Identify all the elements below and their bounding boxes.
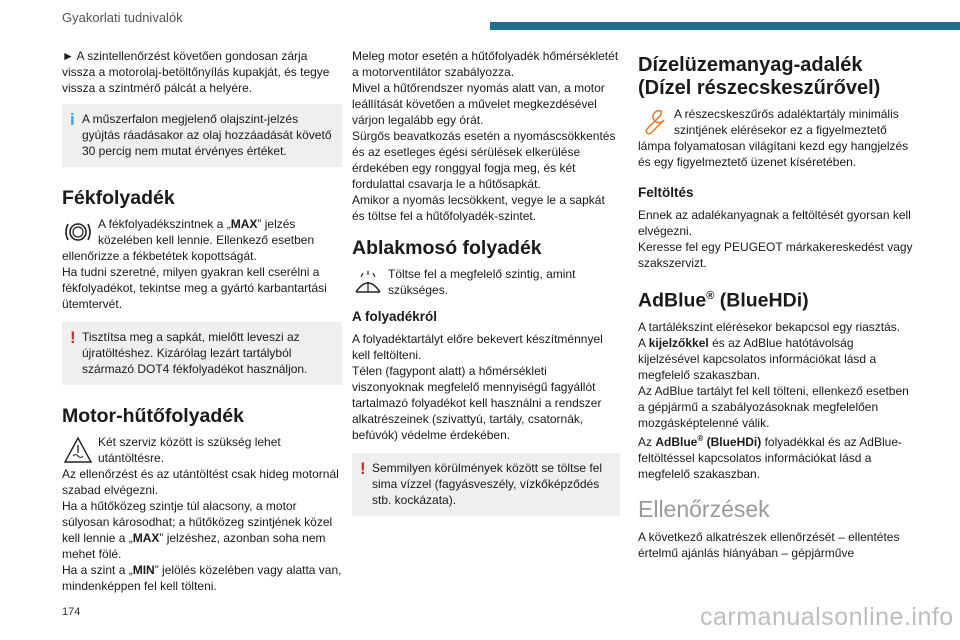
washer-section <box>352 266 620 298</box>
coolant-section <box>62 434 342 594</box>
coolant-text-3: Ha a hűtőközeg szintje túl alacsony, a motor súlyosan károsodhat; a hűtőközeg szintjének közel kell lennie a „MAX” jelzéshez, azonban soha nem mehet fölé. <box>62 499 333 561</box>
fluid-spec-heading: A folyadékról <box>352 309 438 324</box>
header-accent-bar <box>490 22 960 30</box>
info-box-text: A műszerfalon megjelenő olajszint-jelzés gyújtás ráadásakor az olaj hozzáadását követő 30 percig nem mutat érvényes értéket. <box>82 112 332 158</box>
refill-heading: Feltöltés <box>638 185 694 200</box>
washer-fluid-heading: Ablakmosó folyadék <box>352 237 542 259</box>
page-header <box>0 0 960 40</box>
hot-engine-text-2: Mivel a hűtőrendszer nyomás alatt van, a motor leállítását követően a művelet megkezdésével várjon legalább egy órát. <box>352 81 605 127</box>
fluid-spec-text-1: A folyadéktartályt előre bekevert készítménnyel kell feltölteni. <box>352 332 603 362</box>
column-2 <box>352 48 620 516</box>
refill-text-2: Keresse fel egy PEUGEOT márkakereskedést vagy szakszervizt. <box>638 240 913 270</box>
warning-icon: ! <box>70 328 76 347</box>
checks-text: A következő alkatrészek ellenőrzését – ellentétes értelmű ajánlás hiányában – gépjárműve <box>638 529 900 560</box>
coolant-text-1: Két szerviz között is szükség lehet utántöltésre. <box>98 435 281 465</box>
refill-text-1: Ennek az adalékanyagnak a feltöltését gyorsan kell elvégezni. <box>638 208 911 238</box>
checks-heading: Ellenőrzések <box>638 495 770 522</box>
adblue-text-2: A kijelzőkkel és az AdBlue hatótávolság kijelzésével kapcsolatos információkat lásd a megfelelő szakaszban. <box>638 335 877 382</box>
coolant-text-4: Ha a szint a „MIN” jelölés közelében vagy alatta van, mindenképpen fel kell tölteni. <box>62 563 342 593</box>
diesel-additive-heading: Dízelüzemanyag-adalék (Dízel részecskeszűrővel) <box>638 54 881 99</box>
adblue-heading: AdBlue® (BlueHDi) <box>638 289 809 312</box>
adblue-text-4: Az AdBlue® (BlueHDi) folyadékkal és az AdBlue-feltöltéssel kapcsolatos információkat lásd a megfelelő szakaszban. <box>638 433 902 481</box>
washer-text: Töltse fel a megfelelő szintig, amint szükséges. <box>388 267 576 297</box>
watermark: carmanualsonline.info <box>700 603 954 631</box>
washer-fluid-icon <box>352 267 384 297</box>
brake-fluid-interval-text: Ha tudni szeretné, milyen gyakran kell cserélni a fékfolyadékot, tekintse meg a gyártó karbantartási ütemtervét. <box>62 265 327 311</box>
warning-box-brake <box>62 322 342 385</box>
fluid-spec-text-2: Télen (fagypont alatt) a hőmérsékleti viszonyoknak megfelelő mennyiségű fagyállót tartalmazó folyadékot kell használni a rendszer alkatrészeinek (szivattyú, tartály, csatornák, befúvók) védelme érdekében. <box>352 364 602 442</box>
warning-box-text: Tisztítsa meg a sapkát, mielőtt leveszi az újratöltéshez. Kizárólag lezárt tartályból származó DOT4 fékfolyadékot használjon. <box>82 330 308 376</box>
brake-fluid-section <box>62 216 342 312</box>
info-icon: i <box>70 110 75 129</box>
wrench-icon <box>638 107 670 137</box>
coolant-warning-icon <box>62 435 94 465</box>
warning-box-washer <box>352 453 620 516</box>
diesel-section <box>638 106 916 170</box>
adblue-text-1: A tartálékszint elérésekor bekapcsol egy riasztás. <box>638 319 901 334</box>
adblue-text-3: Az AdBlue tartályt fel kell tölteni, ellenkező esetben a gépjármű a szabályozásoknak megfelelően mozgásképtelenné válik. <box>638 383 909 430</box>
diesel-additive-text: A részecskeszűrős adaléktartály minimális szintjének elérésekor ez a figyelmeztető lámpa folyamatosan világítani kezd egy hangjelzés és egy figyelmeztető üzenet kíséretében. <box>638 107 909 169</box>
hot-engine-text-3: Sürgős beavatkozás esetén a nyomáscsökkentés és az esetleges égési sérülések elkerülése érdekében egy ronggyal fogja meg, és két fordulattal csavarja le a hűtősapkát. <box>352 129 616 191</box>
hot-engine-text-1: Meleg motor esetén a hűtőfolyadék hőmérsékletét a motorventilátor szabályozza. <box>352 49 619 79</box>
warning-icon: ! <box>360 459 366 478</box>
oil-closing-paragraph: ► A szintellenőrzést követően gondosan zárja vissza a motorolaj-betöltőnyílás kupakját, és tegye vissza a szintmérő pálcát a helyére. <box>62 49 330 95</box>
hot-engine-text-4: Amikor a nyomás lecsökkent, vegye le a sapkát és töltse fel a hűtőfolyadék-szintet. <box>352 193 605 223</box>
coolant-heading: Motor-hűtőfolyadék <box>62 405 244 427</box>
brake-fluid-heading: Fékfolyadék <box>62 187 175 209</box>
brake-fluid-icon <box>62 217 94 247</box>
coolant-text-2: Az ellenőrzést és az utántöltést csak hideg motornál szabad elvégezni. <box>62 467 339 497</box>
column-1 <box>62 48 342 594</box>
header-title: Gyakorlati tudnivalók <box>62 10 183 25</box>
column-3 <box>638 48 916 561</box>
page-number: 174 <box>62 606 81 618</box>
info-box-oil-gauge <box>62 104 342 167</box>
warning-box-text: Semmilyen körülmények között se töltse fel sima vízzel (fagyásveszély, vízkőképződés stb. kockázata). <box>372 461 603 507</box>
brake-fluid-level-text: A fékfolyadékszintnek a „MAX” jelzés közelében kell lennie. Ellenkező esetben ellenőrizze a fékbetétek kopottságát. <box>62 217 315 263</box>
